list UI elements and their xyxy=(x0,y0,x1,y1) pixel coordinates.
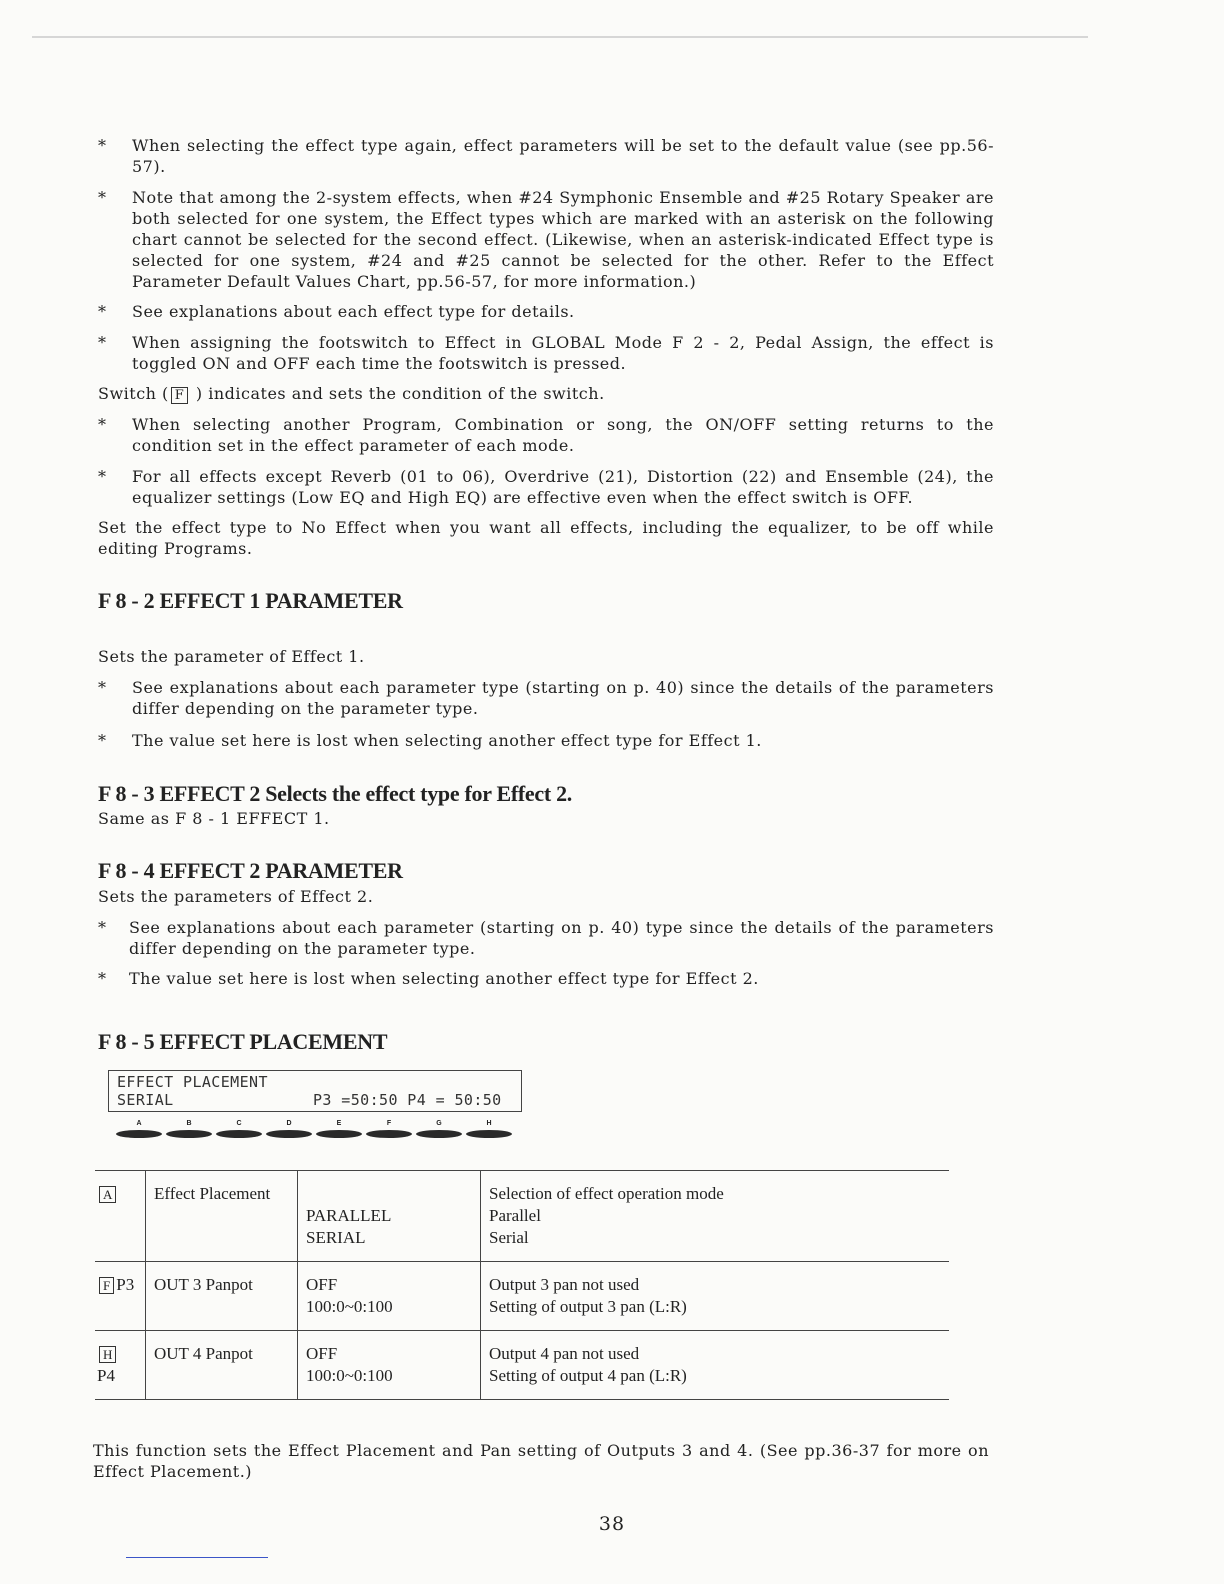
asterisk-icon: * xyxy=(98,136,107,155)
param-description: Output 4 pan not used Setting of output 4 pan (L:R) xyxy=(481,1331,950,1400)
soft-key-f[interactable]: F xyxy=(366,1120,412,1142)
soft-key-row xyxy=(116,1120,516,1142)
key-h-icon: H xyxy=(99,1346,116,1363)
soft-key-g[interactable]: G xyxy=(416,1120,462,1142)
table-row xyxy=(95,1171,949,1262)
no-effect-note: Set the effect type to No Effect when you want all effects, including the equalizer, to be off while editing Programs. xyxy=(98,518,994,558)
asterisk-icon: * xyxy=(98,333,107,352)
f8-4-bullet-1: * See explanations about each parameter (starting on p. 40) type since the details of the parameters differ depending on the parameter type. xyxy=(98,918,994,958)
top-rule xyxy=(32,36,1088,38)
soft-key-a[interactable]: A xyxy=(116,1120,162,1142)
bottom-rule xyxy=(126,1557,268,1558)
asterisk-icon: * xyxy=(98,467,107,486)
lcd-line-2 xyxy=(117,1091,521,1109)
f8-3-intro: Same as F 8 - 1 EFFECT 1. xyxy=(98,809,330,828)
row-key-cell xyxy=(95,1171,146,1262)
soft-key-b[interactable]: B xyxy=(166,1120,212,1142)
f8-4-intro: Sets the parameters of Effect 2. xyxy=(98,887,374,906)
page-number: 38 xyxy=(598,1513,626,1535)
asterisk-icon: * xyxy=(98,188,107,207)
param-values: OFF 100:0~0:100 xyxy=(298,1262,481,1331)
heading-f8-3: F 8 - 3 EFFECT 2 Selects the effect type for Effect 2. xyxy=(98,781,572,806)
heading-f8-4: F 8 - 4 EFFECT 2 PARAMETER xyxy=(98,858,403,883)
lcd-line-1: EFFECT PLACEMENT xyxy=(117,1073,268,1091)
bullet-default-value: * When selecting the effect type again, effect parameters will be set to the default value (see pp.56-57). xyxy=(98,136,994,176)
f8-2-bullet-2: * The value set here is lost when selecting another effect type for Effect 1. xyxy=(98,731,762,750)
row-key-cell: F P3 xyxy=(95,1262,146,1331)
bullet-equalizer: * For all effects except Reverb (01 to 06), Overdrive (21), Distortion (22) and Ensemble (24), the equalizer settings (Low EQ and High EQ) are effective even when the effect switch is OFF. xyxy=(98,467,994,507)
key-a-icon: A xyxy=(99,1186,116,1203)
asterisk-icon: * xyxy=(98,678,107,697)
lcd-display xyxy=(108,1070,522,1112)
lcd-placement-value: SERIAL xyxy=(117,1091,174,1109)
param-values: OFF 100:0~0:100 xyxy=(298,1331,481,1400)
param-name: OUT 4 Panpot xyxy=(146,1331,298,1400)
heading-f8-5: F 8 - 5 EFFECT PLACEMENT xyxy=(98,1029,388,1054)
asterisk-icon: * xyxy=(98,302,107,321)
param-name: Effect Placement xyxy=(146,1171,298,1262)
asterisk-icon: * xyxy=(98,918,107,937)
switch-line: Switch ( F ) indicates and sets the condition of the switch. xyxy=(98,384,605,403)
param-description: Selection of effect operation mode Parallel Serial xyxy=(481,1171,950,1262)
asterisk-icon: * xyxy=(98,969,107,988)
bullet-see-explanations: * See explanations about each effect type for details. xyxy=(98,302,575,321)
key-f-icon: F xyxy=(99,1277,114,1294)
key-f-icon: F xyxy=(171,387,189,404)
bullet-two-system-note: * Note that among the 2-system effects, when #24 Symphonic Ensemble and #25 Rotary Speaker are both selected for one system, the Effect types which are marked with an asterisk on the following chart cannot be selected for the second effect. (Likewise, when an asterisk-indicated Effect type is selected for one system, #24 and #25 cannot be selected for the other. Refer to the Effect Parameter Default Values Chart, pp.56-57, for more information.) xyxy=(98,188,994,291)
table-row xyxy=(95,1331,949,1400)
asterisk-icon: * xyxy=(98,415,107,434)
soft-key-d[interactable]: D xyxy=(266,1120,312,1142)
soft-key-e[interactable]: E xyxy=(316,1120,362,1142)
bullet-footswitch: * When assigning the footswitch to Effect in GLOBAL Mode F 2 - 2, Pedal Assign, the effect is toggled ON and OFF each time the footswitch is pressed. xyxy=(98,333,994,373)
footer-note: This function sets the Effect Placement and Pan setting of Outputs 3 and 4. (See pp.36-37 for more on Effect Placement.) xyxy=(93,1441,989,1481)
heading-f8-2: F 8 - 2 EFFECT 1 PARAMETER xyxy=(98,588,403,613)
param-values: PARALLEL SERIAL xyxy=(298,1171,481,1262)
lcd-pan-values: P3 =50:50 P4 = 50:50 xyxy=(313,1091,502,1109)
f8-2-intro: Sets the parameter of Effect 1. xyxy=(98,647,365,666)
parameter-table xyxy=(95,1170,949,1400)
param-description: Output 3 pan not used Setting of output 3 pan (L:R) xyxy=(481,1262,950,1331)
table-row xyxy=(95,1262,949,1331)
soft-key-c[interactable]: C xyxy=(216,1120,262,1142)
asterisk-icon: * xyxy=(98,731,107,750)
soft-key-h[interactable]: H xyxy=(466,1120,512,1142)
f8-2-bullet-1: * See explanations about each parameter type (starting on p. 40) since the details of the parameters differ depending on the parameter type. xyxy=(98,678,994,718)
f8-4-bullet-2: * The value set here is lost when selecting another effect type for Effect 2. xyxy=(98,969,759,988)
param-name: OUT 3 Panpot xyxy=(146,1262,298,1331)
row-key-cell: H P4 xyxy=(95,1331,146,1400)
bullet-program-change: * When selecting another Program, Combination or song, the ON/OFF setting returns to the condition set in the effect parameter of each mode. xyxy=(98,415,994,455)
